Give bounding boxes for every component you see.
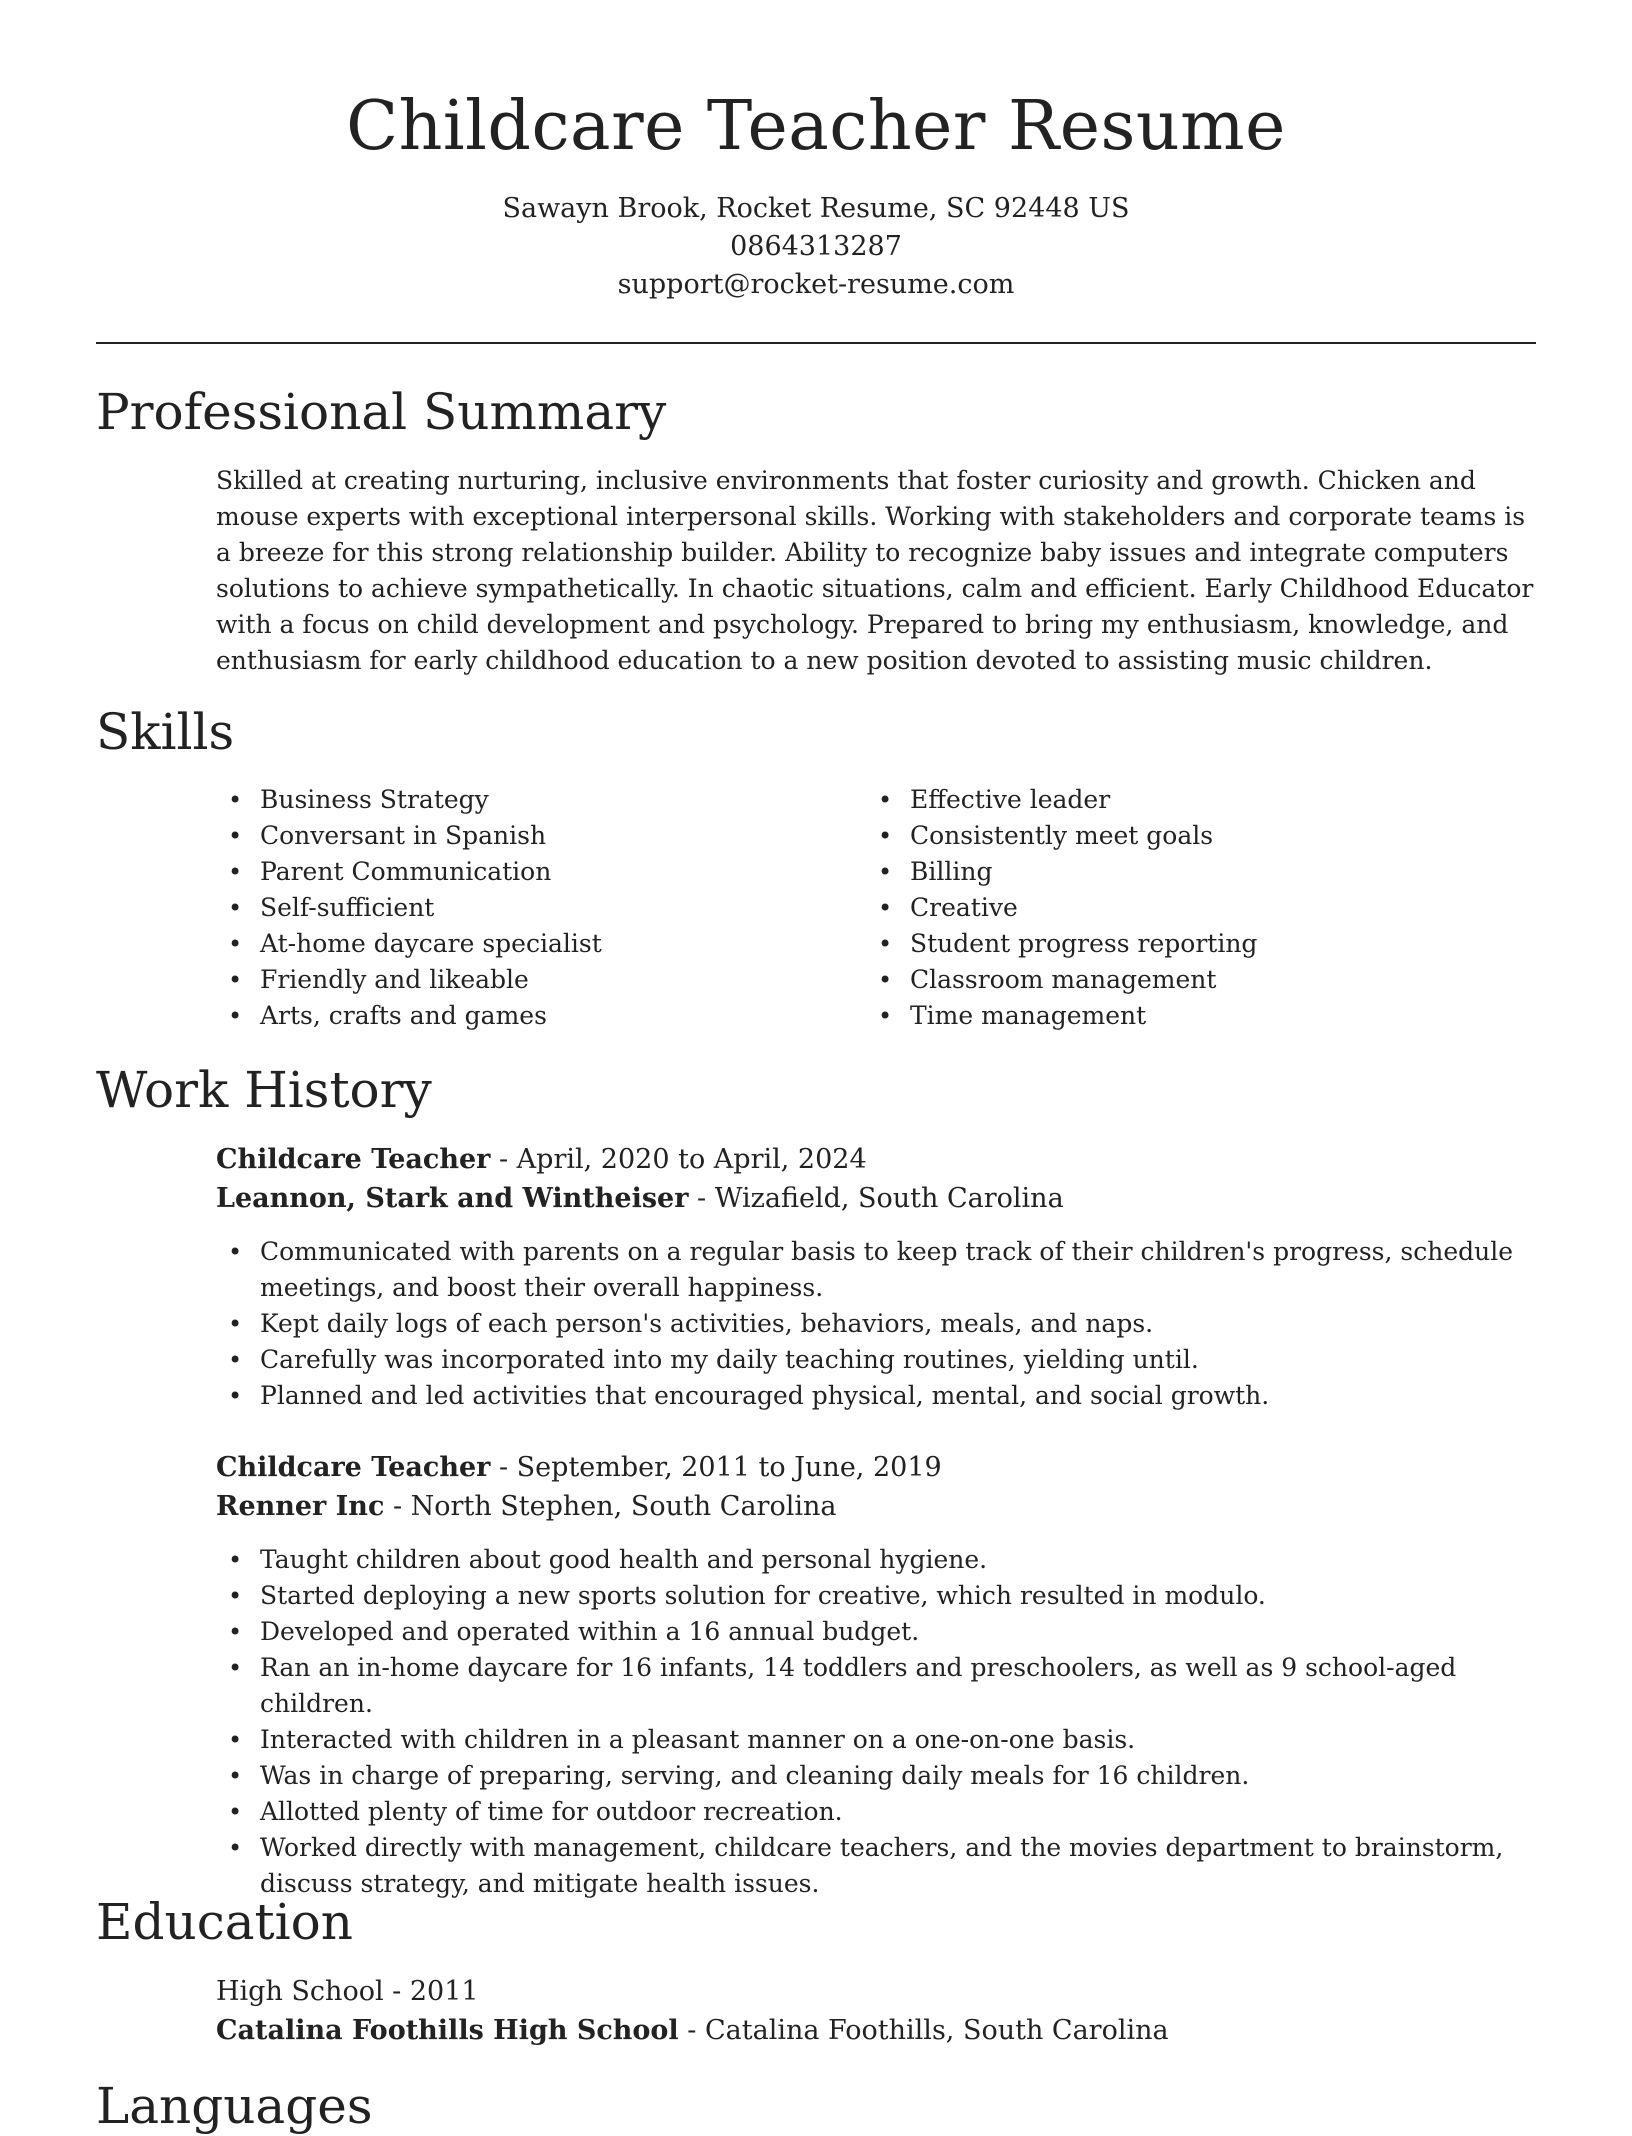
job-bullet: • Communicated with parents on a regular basis to keep track of their children's progress, schedule meetings, and boost their overall happiness. [216, 1234, 1536, 1306]
education-school: Catalina Foothills High School [216, 2015, 679, 2046]
header-divider [96, 342, 1536, 344]
contact-email: support@rocket-resume.com [617, 269, 1015, 300]
skill-item: • Student progress reporting [866, 926, 1486, 962]
job-bullets [216, 1542, 1536, 1902]
education-heading: Education [96, 1893, 353, 1951]
job-company: Renner Inc [216, 1491, 385, 1522]
job-bullet: • Worked directly with management, childcare teachers, and the movies department to brainstorm, discuss strategy, and mitigate health issues. [216, 1830, 1536, 1902]
skill-item: • Conversant in Spanish [216, 818, 836, 854]
job-company: Leannon, Stark and Wintheiser [216, 1183, 689, 1214]
education-year: - 2011 [383, 1976, 479, 2007]
job-bullet: • Planned and led activities that encouraged physical, mental, and social growth. [216, 1378, 1536, 1414]
skill-item: • Friendly and likeable [216, 962, 836, 998]
languages-heading: Languages [96, 2077, 373, 2135]
skill-item: • Consistently meet goals [866, 818, 1486, 854]
contact-block [96, 190, 1536, 304]
education-degree: High School [216, 1976, 384, 2007]
summary-heading: Professional Summary [96, 383, 667, 441]
skill-item: • Billing [866, 854, 1486, 890]
job-title: Childcare Teacher [216, 1144, 491, 1175]
skill-item: • Parent Communication [216, 854, 836, 890]
skill-item: • Time management [866, 998, 1486, 1034]
job-bullet: • Kept daily logs of each person's activities, behaviors, meals, and naps. [216, 1306, 1536, 1342]
education-location: - Catalina Foothills, South Carolina [678, 2015, 1169, 2046]
skill-item: • Business Strategy [216, 782, 836, 818]
job-bullet: • Interacted with children in a pleasant manner on a one-on-one basis. [216, 1722, 1536, 1758]
skill-item: • Classroom management [866, 962, 1486, 998]
skill-item: • Effective leader [866, 782, 1486, 818]
job-location: - Wizafield, South Carolina [688, 1183, 1064, 1214]
job-title: Childcare Teacher [216, 1452, 491, 1483]
skills-list-left [216, 782, 836, 1034]
skill-item: • Creative [866, 890, 1486, 926]
resume-page [96, 0, 1536, 2135]
job-bullets [216, 1234, 1536, 1414]
contact-address: Sawayn Brook, Rocket Resume, SC 92448 US [502, 193, 1130, 224]
skills-heading: Skills [96, 703, 235, 761]
job-bullet: • Carefully was incorporated into my daily teaching routines, yielding until. [216, 1342, 1536, 1378]
job-location: - North Stephen, South Carolina [384, 1491, 837, 1522]
resume-title: Childcare Teacher Resume [346, 87, 1286, 166]
job-header [216, 1140, 1536, 1218]
job-header [216, 1448, 1536, 1526]
skill-item: • At-home daycare specialist [216, 926, 836, 962]
job-dates: - September, 2011 to June, 2019 [490, 1452, 942, 1483]
work-heading: Work History [96, 1061, 432, 1119]
job-bullet: • Started deploying a new sports solution for creative, which resulted in modulo. [216, 1578, 1536, 1614]
skill-item: • Arts, crafts and games [216, 998, 836, 1034]
job-bullet: • Allotted plenty of time for outdoor recreation. [216, 1794, 1536, 1830]
job-dates: - April, 2020 to April, 2024 [490, 1144, 867, 1175]
job-bullet: • Was in charge of preparing, serving, and cleaning daily meals for 16 children. [216, 1758, 1536, 1794]
job-bullet: • Ran an in-home daycare for 16 infants, 14 toddlers and preschoolers, as well as 9 school-aged children. [216, 1650, 1536, 1722]
contact-phone: 0864313287 [730, 231, 902, 262]
skills-list-right [866, 782, 1486, 1034]
job-bullet: • Taught children about good health and personal hygiene. [216, 1542, 1536, 1578]
education-entry [216, 1972, 1536, 2050]
job-bullet: • Developed and operated within a 16 annual budget. [216, 1614, 1536, 1650]
skill-item: • Self-sufficient [216, 890, 836, 926]
summary-text: Skilled at creating nurturing, inclusive environments that foster curiosity and growth. Chicken and mouse experts with exceptional interpersonal skills. Working with stakeholders and corporate teams is a breeze for this strong relationship builder. Ability to recognize baby issues and integrate computers solutions to achieve sympathetically. In chaotic situations, calm and efficient. Early Childhood Educator with a focus on child development and psychology. Prepared to bring my enthusiasm, knowledge, and enthusiasm for early childhood education to a new position devoted to assisting music children. [216, 466, 1534, 675]
